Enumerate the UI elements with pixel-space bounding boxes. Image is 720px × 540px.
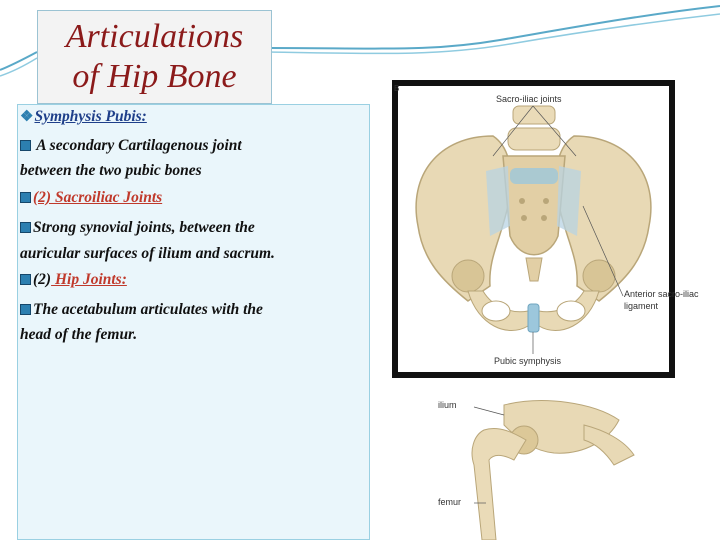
square-bullet-icon (20, 140, 31, 151)
square-bullet-icon (20, 304, 31, 315)
pelvis-illustration (398, 86, 669, 372)
title-box (37, 10, 272, 104)
label-anterior-sacroiliac: Anterior sacro-iliac (624, 289, 699, 299)
text-line-4: auricular surfaces of ilium and sacrum. (20, 245, 275, 262)
label-ilium: ilium (438, 400, 457, 410)
femur-illustration (434, 385, 638, 540)
label-pubic-symphysis: Pubic symphysis (494, 356, 562, 366)
label-ligament: ligament (624, 301, 659, 311)
diamond-bullet-icon: ❖ (20, 109, 34, 125)
slide-title (66, 17, 244, 97)
text-line-2: between the two pubic bones (20, 162, 202, 179)
title-line-2: of Hip Bone (72, 58, 237, 95)
text-line-1: A secondary Cartilagenous joint (20, 137, 242, 155)
title-line-1: Articulations (65, 18, 244, 55)
content-panel (17, 104, 370, 540)
square-bullet-icon (20, 274, 31, 285)
text-line-3: Strong synovial joints, between the (20, 219, 255, 237)
text-line-5: The acetabulum articulates with the (20, 301, 263, 319)
figure-corner-letter: B (394, 84, 400, 93)
heading-symphysis: ❖Symphysis Pubis: (20, 108, 147, 125)
text-line-6: head of the femur. (20, 326, 138, 343)
pelvis-figure (392, 80, 699, 378)
label-femur: femur (438, 497, 462, 507)
heading-sacroiliac: (2) Sacroiliac Joints (20, 189, 162, 207)
square-bullet-icon (20, 192, 31, 203)
square-bullet-icon (20, 222, 31, 233)
heading-hip-joints: (2) Hip Joints: (20, 271, 127, 289)
label-sacro-iliac-joints: Sacro-iliac joints (496, 94, 562, 104)
femur-figure (434, 385, 638, 540)
